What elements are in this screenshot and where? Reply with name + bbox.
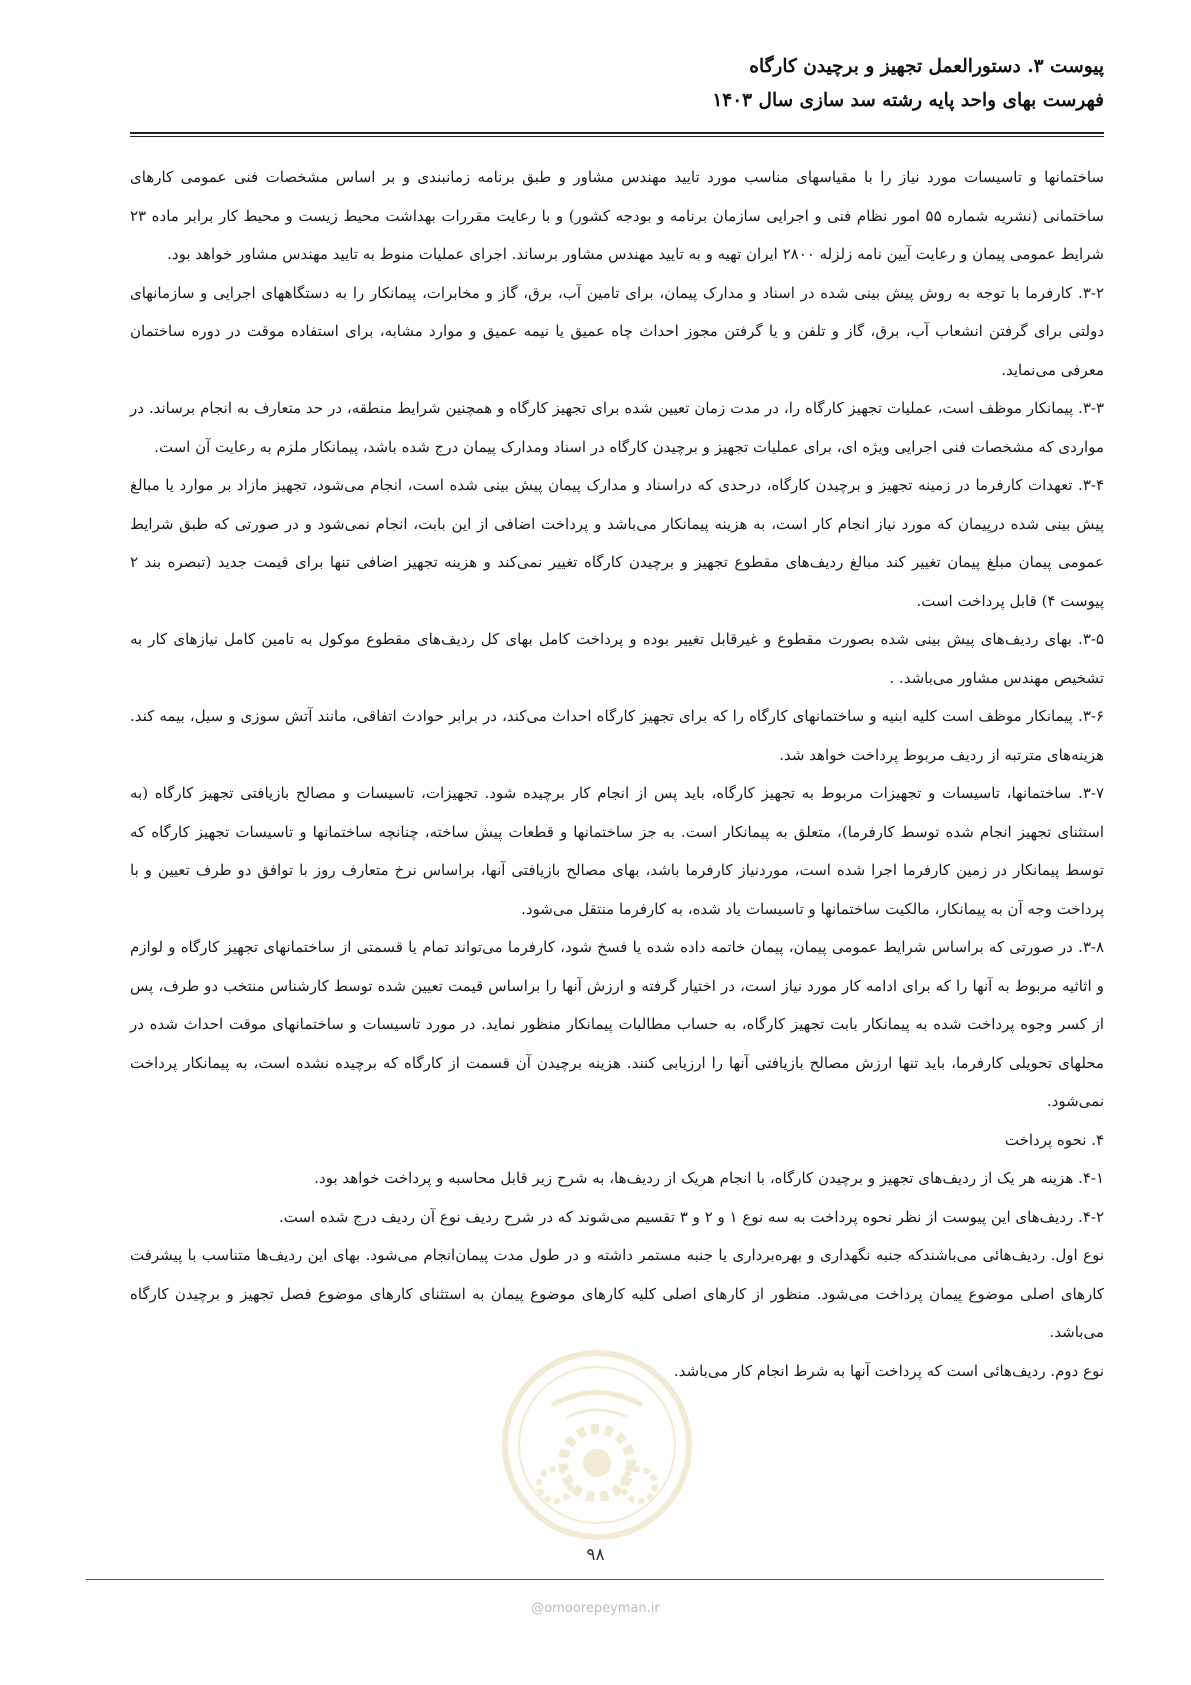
paragraph-3-6: ۳-۶. پیمانکار موظف است کلیه ابنیه و ساختمانهای کارگاه را که برای تجهیز کارگاه احداث می‌کند، در برابر حوادث اتفاقی، مانند آتش سوزی و سیل، بیمه کند. هزینه‌های مترتبه از ردیف مربوط پرداخت خواهد شد. — [130, 707, 1104, 764]
paragraph-type-two: نوع دوم. ردیف‌هائی است که پرداخت آنها به شرط انجام کار می‌باشد. — [673, 1361, 1104, 1380]
header-subtitle: فهرست بهای واحد پایه رشته سد سازی سال ۱۴۰۳ — [712, 90, 1104, 111]
paragraph-4-2: ۴-۲. ردیف‌های این پیوست از نظر نحوه پرداخت به سه نوع ۱ و ۲ و ۳ تقسیم می‌شوند که در شرح ردیف نوع آن ردیف درج شده است. — [278, 1207, 1104, 1226]
header-divider — [130, 132, 1104, 138]
section-heading-payment: ۴. نحوه پرداخت — [1004, 1130, 1104, 1149]
paragraph-3-3: ۳-۳. پیمانکار موظف است، عملیات تجهیز کارگاه را، در مدت زمان تعیین شده برای تجهیز کارگاه و همچنین شرایط منطقه، در حد متعارف به انجام برساند. در مواردی که مشخصات فنی اجرایی ویژه ای، برای عملیات تجهیز و برچیدن کارگاه در اسناد ومدارک پیمان درج شده باشد، پیمانکار ملزم به رعایت آن است. — [130, 399, 1104, 456]
header-divider-thin — [130, 136, 1104, 137]
paragraph-3-5: ۳-۵. بهای ردیف‌های پیش بینی شده بصورت مقطوع و غیرقابل تغییر بوده و پرداخت کامل بهای کل ردیف‌های مقطوع موکول به تامین کامل نیازهای کار به تشخیص مهندس مشاور می‌باشد. . — [130, 630, 1104, 687]
paragraph-3-8: ۳-۸. در صورتی که براساس شرایط عمومی پیمان، پیمان خاتمه داده شده یا فسخ شود، کارفرما می‌تواند تمام یا قسمتی از ساختمانهای تجهیز کارگاه و لوازم و اثاثیه مربوط به آنها را که برای ادامه کار مورد نیاز است، در اختیار گرفته و ارزش آنها را براساس قیمت تعیین شده توسط کارشناس منتخب دو طرف، پس از کسر وجوه پرداخت شده به پیمانکار بابت تجهیز کارگاه، به حساب مطالبات پیمانکار منظور نماید. در مورد تاسیسات و ساختمانهای موقت احداث شده در محلهای تحویلی کارفرما، باید تنها ارزش مصالح بازیافتی آنها را ارزیابی کنند. هزینه برچیدن آن قسمت از کارگاه که برچیده نشده است، به پیمانکار پرداخت نمی‌شود. — [130, 938, 1104, 1110]
header-divider-thick — [130, 132, 1104, 134]
paragraph-4-1: ۴-۱. هزینه هر یک از ردیف‌های تجهیز و برچیدن کارگاه، با انجام هریک از ردیف‌ها، به شرح زیر قابل محاسبه و پرداخت خواهد بود. — [314, 1169, 1104, 1187]
paragraph-3-2: ۳-۲. کارفرما با توجه به روش پیش بینی شده در اسناد و مدارک پیمان، برای تامین آب، برق، گاز و مخابرات، پیمانکار را به دستگاههای اجرایی و سازمانهای دولتی برای گرفتن انشعاب آب، برق، گاز و تلفن و یا گرفتن مجوز احداث چاه عمیق یا نیمه عمیق و موارد مشابه، برای استفاده موقت در دوره ساختمان معرفی می‌نماید. — [130, 283, 1104, 379]
paragraph-type-one: نوع اول. ردیف‌هائی می‌باشندکه جنبه نگهداری و بهره‌برداری یا جنبه مستمر داشته و در طول مدت پیمان‌انجام می‌شود. بهای این ردیف‌ها متناسب با پیشرفت کارهای اصلی موضوع پیمان پرداخت می‌شود. منظور از کارهای اصلی کلیه کارهای موضوع پیمان به استثنای کارهای موضوع فصل تجهیز و برچیدن کارگاه می‌باشد. — [130, 1246, 1104, 1341]
footer-divider — [86, 1579, 1104, 1580]
header-title: پیوست ۳. دستورالعمل تجهیز و برچیدن کارگاه — [749, 56, 1104, 77]
paragraph-3-4: ۳-۴. تعهدات کارفرما در زمینه تجهیز و برچیدن کارگاه، درحدی که دراسناد و مدارک پیمان پیش بینی شده است، انجام می‌شود، تجهیز مازاد بر موارد یا مبالغ پیش بینی شده درپیمان که مورد نیاز انجام کار است، به هزینه پیمانکار می‌باشد و پرداخت اضافی از این بابت، انجام نمی‌شود و در صورتی که طبق شرایط عمومی پیمان مبلغ پیمان تغییر کند مبالغ ردیف‌های مقطوع تجهیز و برچیدن کارگاه تغییر نمی‌کند و هزینه تجهیز اضافی تنها برای قیمت جدید (تبصره بند ۲ پیوست ۴) قابل پرداخت است. — [130, 476, 1104, 610]
page-number: ۹۸ — [586, 1545, 605, 1565]
page-header — [130, 50, 1104, 118]
paragraph-3-7: ۳-۷. ساختمانها، تاسیسات و تجهیزات مربوط به تجهیز کارگاه، باید پس از انجام کار برچیده شود. تجهیزات، تاسیسات و مصالح بازیافتی تجهیز کارگاه (به استثنای تجهیز انجام شده توسط کارفرما)، متعلق به پیمانکار است. به جز ساختمانها و قطعات پیش ساخته، چنانچه ساختمانها و تاسیسات تجهیز کارگاه که توسط پیمانکار در زمین کارفرما اجرا شده است، موردنیاز کارفرما باشد، بهای مصالح بازیافتی آنها، براساس نرخ متعارف روز با توافق دو طرف تعیین و با پرداخت وجه آن به پیمانکار، مالکیت ساختمانها و تاسیسات یاد شده، به کارفرما منتقل می‌شود. — [130, 784, 1104, 918]
watermark-seal-icon — [497, 1345, 697, 1545]
footer-watermark-url: @omoorepeyman.ir — [531, 1601, 660, 1616]
document-body — [130, 158, 1104, 1390]
paragraph-intro-continued: ساختمانها و تاسیسات مورد نیاز را با مقیاسهای مناسب مورد تایید مهندس مشاور و طبق برنامه زمانبندی و بر اساس مشخصات فنی عمومی کارهای ساختمانی (نشریه شماره ۵۵ امور نظام فنی و اجرایی سازمان برنامه و بودجه کشور) و با رعایت مقررات بهداشت محیط زیست و محیط کار برابر ماده ۲۳ شرایط عمومی پیمان و رعایت آیین نامه زلزله ۲۸۰۰ ایران تهیه و به تایید مهندس مشاور برساند. اجرای عملیات منوط به تایید مهندس مشاور خواهد بود. — [130, 168, 1104, 263]
